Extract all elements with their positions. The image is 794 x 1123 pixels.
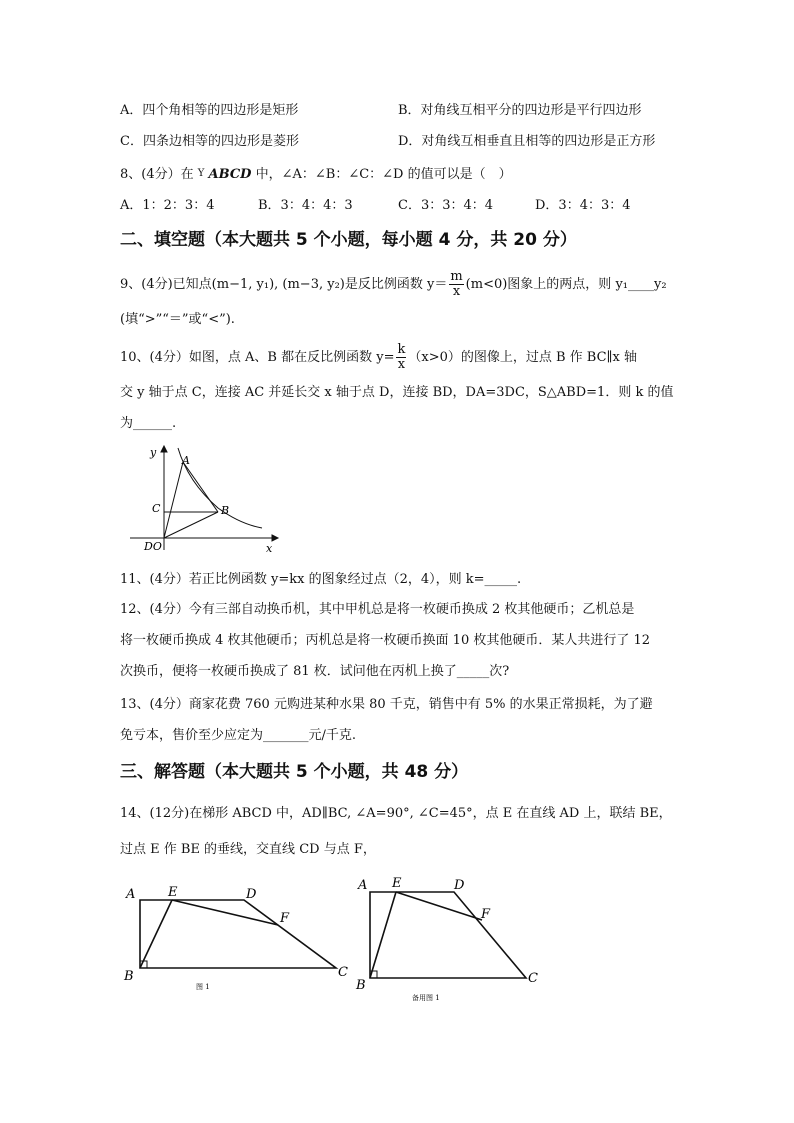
q10-line3: 为______. [120, 416, 177, 431]
fig-point-c: C [152, 502, 161, 515]
section-title-solutions: 三、解答题（本大题共 5 个小题，共 48 分） [120, 762, 469, 782]
fig-point-do: DO [144, 540, 162, 553]
section-title-fill-in: 二、填空题（本大题共 5 个小题，每小题 4 分，共 20 分） [120, 230, 577, 250]
q12-line2: 将一枚硬币换成 4 枚其他硬币；丙机总是将一枚硬币换面 10 枚其他硬币．某人共进行了 12 [120, 633, 651, 648]
fig-point-b: B [221, 504, 230, 517]
q14-line2: 过点 E 作 BE 的垂线，交直线 CD 与点 F， [120, 842, 376, 857]
fig1-point-a: A [126, 887, 136, 902]
fig2-caption: 备用图 1 [412, 994, 440, 1002]
q14-figure-2 [350, 870, 550, 1005]
hyperbola-curve [178, 448, 262, 528]
line-db [164, 512, 218, 538]
q10-stem [120, 343, 637, 373]
q9-fraction [449, 270, 463, 299]
q10-line2: 交 y 轴于点 C，连接 AC 并延长交 x 轴于点 D，连接 BD，DA=3DC，S△ABD=1．则 k 的值 [120, 385, 674, 400]
parallelogram-symbol: Y [197, 168, 205, 179]
q10-fraction [396, 343, 406, 372]
fig-x-label: x [266, 542, 273, 555]
q8-option-c: C．3：3：4：4 [398, 198, 494, 213]
fig2-point-d: D [454, 878, 465, 893]
q10-numerator: k [397, 342, 406, 357]
fig2-point-e: E [392, 876, 402, 891]
fig-y-label: y [150, 446, 157, 459]
line-da [164, 462, 183, 538]
line-ab [183, 462, 218, 512]
y-axis-arrow [161, 446, 167, 452]
fig1-point-f: F [280, 911, 290, 926]
fig1-point-e: E [168, 885, 178, 900]
q7-option-d: D．对角线互相垂直且相等的四边形是正方形 [398, 134, 656, 149]
q8-option-b: B．3：4：4：3 [258, 198, 353, 213]
segment-ef-backup [396, 892, 482, 920]
segment-be [140, 900, 172, 968]
q9-post: (m<0)图象上的两点，则 y₁____y₂ [465, 277, 667, 292]
q9-line2: (填“>”“＝”或“<”). [120, 312, 235, 327]
trapezoid-abcd [140, 900, 336, 968]
q9-pre: 9、(4分)已知点(m−1, y₁), (m−3, y₂)是反比例函数 y＝ [120, 277, 448, 292]
q7-option-b: B．对角线互相平分的四边形是平行四边形 [398, 103, 642, 118]
fig2-point-b: B [356, 978, 366, 993]
q13-line1: 13、(4分）商家花费 760 元购进某种水果 80 千克，销售中有 5% 的水果正常损耗，为了避 [120, 697, 653, 712]
fig2-point-f: F [481, 907, 491, 922]
fig1-caption: 图 1 [196, 983, 210, 991]
q10-pre: 10、(4分）如图，点 A、B 都在反比例函数 y= [120, 350, 395, 365]
q8-stem [120, 164, 512, 185]
q9-numerator: m [450, 269, 463, 284]
trapezoid-abcd-backup [370, 892, 526, 978]
q14-figure-1 [118, 880, 358, 995]
q9-stem [120, 270, 667, 300]
q9-denominator: x [452, 284, 461, 299]
q8-option-d: D．3：4：3：4 [535, 198, 631, 213]
q14-line1: 14、(12分)在梯形 ABCD 中，AD∥BC, ∠A=90°, ∠C=45°，点 E 在直线 AD 上，联结 BE， [120, 806, 672, 821]
q8-figure-name: ABCD [208, 167, 252, 182]
fig1-point-b: B [124, 969, 134, 984]
q8-mid: 中，∠A：∠B：∠C：∠D 的值可以是（ ） [255, 167, 512, 182]
q7-option-a: A．四个角相等的四边形是矩形 [120, 103, 299, 118]
segment-be-backup [370, 892, 396, 978]
x-axis-arrow [272, 535, 278, 541]
q10-post: （x>0）的图像上，过点 B 作 BC∥x 轴 [408, 350, 638, 365]
q10-denominator: x [397, 357, 406, 372]
q8-option-a: A．1：2：3：4 [120, 198, 215, 213]
fig1-point-d: D [246, 887, 257, 902]
q8-prefix: 8、(4分）在 [120, 167, 194, 182]
fig-point-a: A [182, 454, 190, 467]
q13-line2: 免亏本，售价至少应定为_______元/千克. [120, 728, 357, 743]
q12-line1: 12、(4分）今有三部自动换币机，其中甲机总是将一枚硬币换成 2 枚其他硬币；乙机总是 [120, 602, 635, 617]
fig2-point-c: C [528, 971, 538, 986]
q10-figure [120, 440, 290, 560]
q12-line3: 次换币，便将一枚硬币换成了 81 枚．试问他在丙机上换了_____次? [120, 664, 510, 679]
fig1-point-c: C [338, 965, 348, 980]
fig2-point-a: A [358, 878, 368, 893]
q11-stem: 11、(4分）若正比例函数 y=kx 的图象经过点（2，4），则 k=_____. [120, 572, 522, 587]
q7-option-c: C．四条边相等的四边形是菱形 [120, 134, 299, 149]
